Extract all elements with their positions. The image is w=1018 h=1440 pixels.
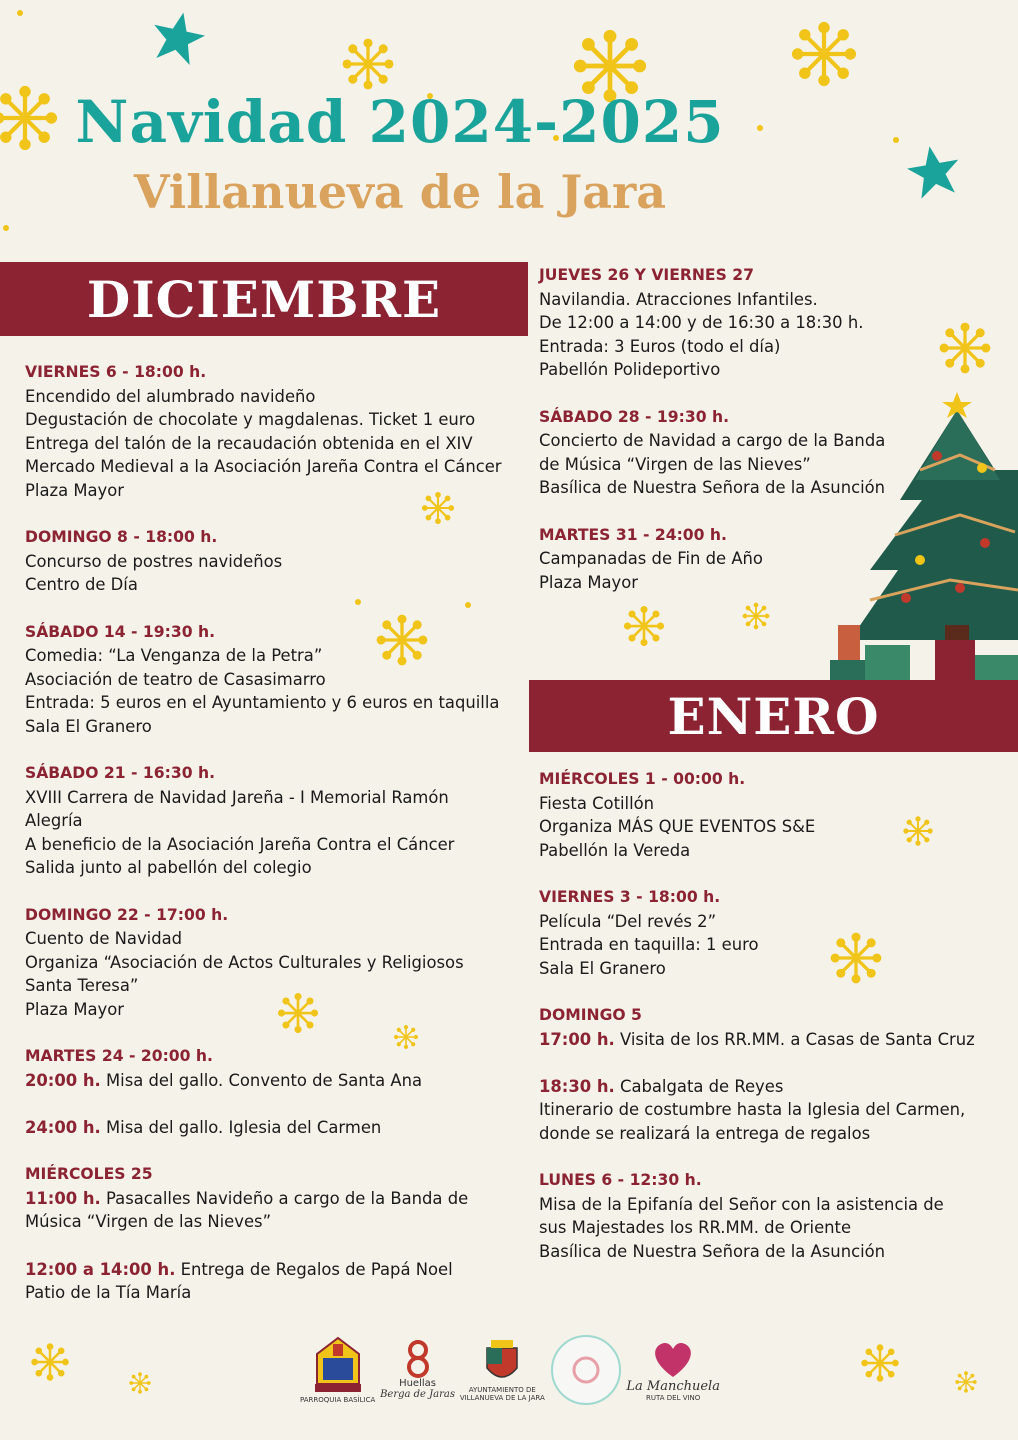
event-sabado-14 bbox=[25, 621, 530, 739]
event-line bbox=[25, 1187, 530, 1211]
event-text: Misa del gallo. Convento de Santa Ana bbox=[106, 1070, 423, 1090]
event-line: Concurso de postres navideños bbox=[25, 551, 283, 571]
event-viernes-6 bbox=[25, 361, 530, 503]
event-line: Organiza MÁS QUE EVENTOS S&E bbox=[539, 817, 816, 837]
event-martes-24 bbox=[25, 1045, 530, 1139]
event-line: Basílica de Nuestra Señora de la Asunción bbox=[539, 1241, 886, 1261]
event-text: Cabalgata de Reyes bbox=[620, 1076, 784, 1096]
event-line: sus Majestades los RR.MM. de Oriente bbox=[539, 1218, 852, 1238]
event-line: Encendido del alumbrado navideño bbox=[25, 386, 316, 406]
event-heading: DOMINGO 5 bbox=[539, 1005, 642, 1024]
event-line: Organiza “Asociación de Actos Culturales y Religiosos bbox=[25, 952, 464, 972]
event-domingo-8 bbox=[25, 526, 530, 597]
event-line bbox=[25, 1069, 530, 1093]
event-time: 11:00 h. bbox=[25, 1188, 101, 1208]
event-line: XVIII Carrera de Navidad Jareña - I Memorial Ramón bbox=[25, 787, 449, 807]
snowflake-icon bbox=[33, 1345, 68, 1380]
section-header-enero: ENERO bbox=[529, 680, 1018, 752]
event-line: Entrada: 3 Euros (todo el día) bbox=[539, 336, 781, 356]
logo-manchuela bbox=[626, 1339, 720, 1402]
event-time: 18:30 h. bbox=[539, 1076, 615, 1096]
event-line: Fiesta Cotillón bbox=[539, 793, 655, 813]
event-line: Pabellón Polideportivo bbox=[539, 360, 721, 380]
event-viernes-3 bbox=[539, 886, 1009, 980]
event-line: Degustación de chocolate y magdalenas. Ticket 1 euro bbox=[25, 410, 476, 430]
logo-parroquia bbox=[300, 1336, 375, 1404]
round-seal-icon bbox=[550, 1334, 622, 1406]
logo-sublabel: Berga de Jaras bbox=[380, 1389, 455, 1400]
event-line: Asociación de teatro de Casasimarro bbox=[25, 669, 326, 689]
event-time: 24:00 h. bbox=[25, 1118, 101, 1137]
event-line: Misa de la Epifanía del Señor con la asistencia de bbox=[539, 1194, 944, 1214]
event-line: Comedia: “La Venganza de la Petra” bbox=[25, 646, 323, 666]
page-title: Navidad 2024-2025 bbox=[75, 88, 725, 156]
snowflake-icon bbox=[956, 1372, 976, 1392]
event-line: Sala El Granero bbox=[25, 716, 152, 736]
snowflake-icon bbox=[130, 1373, 150, 1393]
event-heading: MARTES 24 - 20:00 h. bbox=[25, 1047, 213, 1066]
heart-icon bbox=[649, 1339, 697, 1379]
snowflake-icon bbox=[794, 24, 854, 84]
event-martes-31 bbox=[539, 524, 1009, 595]
spacer bbox=[539, 1051, 1009, 1075]
event-heading: SÁBADO 14 - 19:30 h. bbox=[25, 622, 216, 641]
event-line: Entrada: 5 euros en el Ayuntamiento y 6 euros en taquilla bbox=[25, 693, 500, 713]
diciembre-events-left bbox=[25, 361, 530, 1328]
event-line: Basílica de Nuestra Señora de la Asunción bbox=[539, 478, 886, 498]
event-miercoles-25 bbox=[25, 1163, 530, 1305]
event-line: Plaza Mayor bbox=[25, 1000, 124, 1020]
enero-events bbox=[539, 768, 1009, 1287]
event-line: Concierto de Navidad a cargo de la Banda bbox=[539, 431, 886, 451]
event-time: 12:00 a 14:00 h. bbox=[25, 1259, 176, 1279]
section-header-diciembre: DICIEMBRE bbox=[0, 262, 528, 336]
event-line: Plaza Mayor bbox=[25, 480, 124, 500]
snowflake-icon bbox=[863, 1346, 898, 1381]
logo-circle bbox=[550, 1334, 622, 1406]
event-line bbox=[539, 1028, 1009, 1052]
event-heading: DOMINGO 22 - 17:00 h. bbox=[25, 905, 229, 924]
event-line: Centro de Día bbox=[25, 575, 138, 595]
event-line: Música “Virgen de las Nieves” bbox=[25, 1212, 272, 1232]
event-heading: SÁBADO 28 - 19:30 h. bbox=[539, 407, 730, 426]
event-line: Salida junto al pabellón del colegio bbox=[25, 858, 312, 878]
church-crest-icon bbox=[311, 1336, 365, 1396]
event-text: Pasacalles Navideño a cargo de la Banda de bbox=[106, 1188, 469, 1208]
event-heading: MIÉRCOLES 1 - 00:00 h. bbox=[539, 770, 746, 788]
event-line: Patio de la Tía María bbox=[25, 1283, 192, 1303]
event-line bbox=[25, 1116, 530, 1140]
event-heading: MARTES 31 - 24:00 h. bbox=[539, 525, 727, 544]
event-line: Navilandia. Atracciones Infantiles. bbox=[539, 289, 818, 309]
event-line: Película “Del revés 2” bbox=[539, 911, 717, 931]
sponsor-logos bbox=[300, 1330, 720, 1410]
event-line: Itinerario de costumbre hasta la Iglesia del Carmen, bbox=[539, 1100, 966, 1120]
event-line bbox=[539, 1075, 1009, 1099]
logo-label: PARROQUIA BASÍLICA bbox=[300, 1396, 376, 1404]
event-heading: VIERNES 6 - 18:00 h. bbox=[25, 363, 207, 381]
event-time: 20:00 h. bbox=[25, 1070, 101, 1090]
event-line: A beneficio de la Asociación Jareña Contra el Cáncer bbox=[25, 834, 455, 854]
event-miercoles-1 bbox=[539, 768, 1009, 862]
diciembre-events-right bbox=[539, 264, 1009, 618]
event-heading: SÁBADO 21 - 16:30 h. bbox=[25, 764, 216, 783]
event-line: Sala El Granero bbox=[539, 958, 666, 978]
event-line: Entrega del talón de la recaudación obtenida en el XIV bbox=[25, 433, 473, 453]
event-line: de Música “Virgen de las Nieves” bbox=[539, 454, 811, 474]
event-line bbox=[25, 1258, 530, 1282]
page-subtitle: Villanueva de la Jara bbox=[133, 165, 667, 219]
event-line: Mercado Medieval a la Asociación Jareña Contra el Cáncer bbox=[25, 457, 502, 477]
event-text: Visita de los RR.MM. a Casas de Santa Cruz bbox=[620, 1029, 975, 1049]
event-jueves-26 bbox=[539, 264, 1009, 382]
event-domingo-5 bbox=[539, 1004, 1009, 1146]
logo-label: AYUNTAMIENTO DE bbox=[468, 1386, 536, 1394]
logo-label: Huellas bbox=[399, 1378, 436, 1389]
coat-of-arms-icon bbox=[483, 1338, 521, 1386]
snowflake-icon bbox=[344, 40, 392, 88]
event-heading: MIÉRCOLES 25 bbox=[25, 1165, 153, 1184]
logo-ayuntamiento bbox=[460, 1338, 545, 1402]
event-line: Campanadas de Fin de Año bbox=[539, 549, 763, 569]
event-line: De 12:00 a 14:00 y de 16:30 a 18:30 h. bbox=[539, 313, 864, 333]
event-line: Entrada en taquilla: 1 euro bbox=[539, 935, 759, 955]
logo-label: VILLANUEVA DE LA JARA bbox=[459, 1394, 545, 1402]
event-domingo-22 bbox=[25, 904, 530, 1022]
footprint-icon bbox=[403, 1340, 433, 1378]
star-icon bbox=[148, 7, 209, 67]
event-text: Entrega de Regalos de Papá Noel bbox=[180, 1259, 453, 1279]
logo-sublabel: RUTA DEL VINO bbox=[646, 1393, 701, 1402]
event-heading: JUEVES 26 Y VIERNES 27 bbox=[539, 266, 754, 284]
event-line: Plaza Mayor bbox=[539, 572, 638, 592]
event-heading: LUNES 6 - 12:30 h. bbox=[539, 1171, 702, 1190]
spacer bbox=[25, 1234, 530, 1258]
event-lunes-6 bbox=[539, 1169, 1009, 1263]
star-icon bbox=[904, 142, 964, 200]
event-heading: DOMINGO 8 - 18:00 h. bbox=[25, 528, 218, 547]
event-sabado-28 bbox=[539, 406, 1009, 500]
event-heading: VIERNES 3 - 18:00 h. bbox=[539, 887, 721, 906]
spacer bbox=[25, 1092, 530, 1116]
event-line: Santa Teresa” bbox=[25, 976, 139, 996]
event-line: Alegría bbox=[25, 811, 83, 831]
event-line: Pabellón la Vereda bbox=[539, 840, 691, 860]
event-time: 17:00 h. bbox=[539, 1029, 615, 1049]
event-sabado-21 bbox=[25, 762, 530, 880]
event-line: donde se realizará la entrega de regalos bbox=[539, 1123, 871, 1143]
logo-label: La Manchuela bbox=[626, 1378, 720, 1394]
event-text: Misa del gallo. Iglesia del Carmen bbox=[106, 1118, 382, 1137]
logo-huellas bbox=[380, 1340, 455, 1400]
event-line: Cuento de Navidad bbox=[25, 929, 183, 949]
